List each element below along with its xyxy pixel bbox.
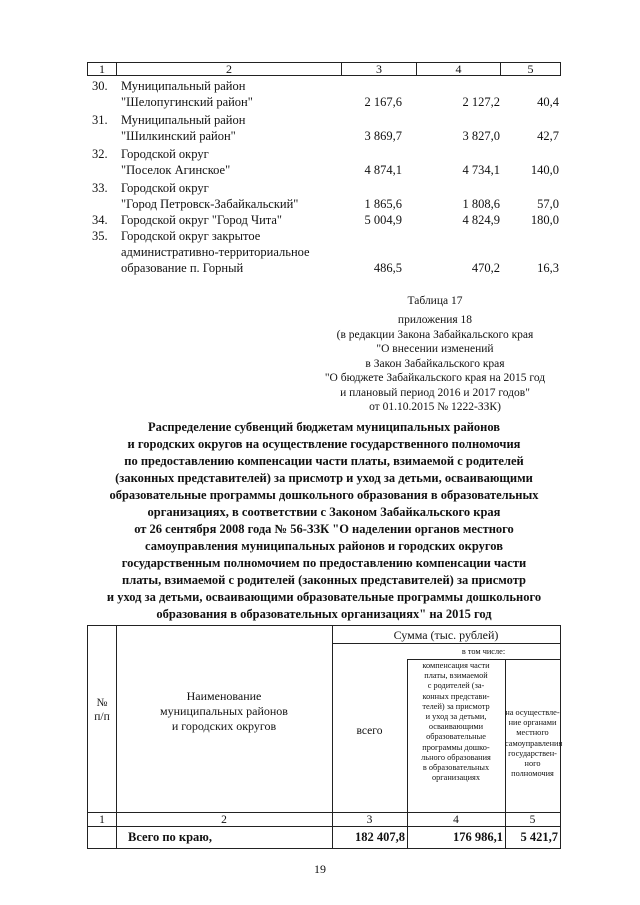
row-total: 2 167,6	[364, 95, 402, 109]
header-text: на осуществле-	[505, 708, 560, 717]
index-cell-2: 2	[221, 814, 227, 826]
top-header-cell-1: 1	[99, 62, 105, 76]
page-number: 19	[314, 862, 326, 876]
title-line: самоуправления муниципальных районов и городских округов	[145, 539, 503, 553]
row-admin: 140,0	[530, 163, 559, 177]
caption-line: "О бюджете Забайкальского края на 2015 год	[324, 372, 546, 384]
index-cell-1: 1	[99, 814, 105, 826]
row-compensation: 470,2	[471, 261, 500, 275]
row-compensation: 2 127,2	[462, 95, 500, 109]
header-text: в образовательных	[422, 763, 490, 773]
row-number: 30.	[92, 79, 108, 93]
row-name-line: Городской округ "Город Чита"	[121, 213, 283, 227]
row-name-line: "Шилкинский район"	[121, 129, 236, 143]
row-total: 486,5	[373, 261, 402, 275]
header-text: организациях	[431, 773, 481, 783]
header-col-compensation	[407, 661, 505, 783]
title-line: и уход за детьми, осваивающими образовательные программы дошкольного	[106, 590, 542, 604]
title-line: платы, взимаемой с родителей (законных представителей) за присмотр	[122, 573, 526, 587]
header-text: программы дошко-	[422, 742, 490, 752]
row-total: 3 869,7	[364, 129, 402, 143]
row-number: 33.	[92, 181, 108, 195]
row-admin: 180,0	[530, 213, 559, 227]
header-col-number	[88, 696, 116, 724]
header-text: льного образования	[421, 752, 491, 762]
row-total: 4 874,1	[364, 163, 402, 177]
header-text: с родителей (за-	[427, 681, 485, 691]
title-line: организациях, в соответствии с Законом Забайкальского края	[147, 505, 501, 519]
header-text: и уход за детьми,	[425, 712, 487, 722]
row-compensation: 4 734,1	[462, 163, 500, 177]
row-admin: 16,3	[537, 261, 559, 275]
total-row-compensation: 176 986,1	[453, 830, 503, 844]
title-line: образовательные программы дошкольного образования в образовательных	[109, 488, 539, 502]
row-name-line: "Поселок Агинское"	[121, 163, 231, 177]
header-text: п/п	[94, 711, 110, 723]
top-header-cell-4: 4	[416, 63, 500, 75]
row-name-line: административно-территориальное	[121, 245, 310, 259]
caption-line: (в редакции Закона Забайкальского края	[336, 328, 534, 341]
row-name-line: Городской округ	[121, 147, 209, 161]
row-total: 5 004,9	[364, 213, 402, 227]
caption-line: от 01.10.2015 № 1222-ЗЗК)	[369, 401, 501, 413]
top-header-cell-2: 2	[116, 63, 341, 75]
header-text: государствен-	[508, 748, 557, 758]
row-admin: 57,0	[537, 197, 559, 211]
title-line: и городских округов на осуществление государственного полномочия	[127, 437, 521, 451]
title-line: образования в образовательных организациях" на 2015 год	[156, 607, 492, 621]
header-text: компенсация части	[422, 661, 490, 670]
caption-line: в Закон Забайкальского края	[365, 357, 505, 370]
header-text: конных представи-	[422, 691, 490, 701]
caption-line: и плановый период 2016 и 2017 годов"	[340, 386, 530, 399]
row-compensation: 1 808,6	[462, 197, 500, 211]
table-caption-label: Таблица 17	[407, 295, 463, 307]
top-table-header-row	[87, 62, 561, 76]
caption-line: приложения 18	[397, 314, 473, 326]
row-name-line: Муниципальный район	[121, 79, 246, 93]
header-text: телей) за присмотр	[422, 701, 490, 711]
row-number: 34.	[92, 213, 108, 227]
row-name-line: "Шелопугинский район"	[121, 95, 253, 109]
row-number: 35.	[92, 229, 108, 243]
title-line: от 26 сентября 2008 года № 56-ЗЗК "О наделении органов местного	[134, 522, 514, 536]
header-text: муниципальных районов	[160, 704, 288, 718]
header-text: №	[96, 697, 108, 709]
row-admin: 42,7	[537, 129, 559, 143]
header-col-admin	[505, 708, 563, 779]
grid-line	[332, 643, 560, 644]
title-line: государственным полномочием по предоставлению компенсации части	[121, 556, 527, 570]
top-header-cell-5: 5	[500, 63, 560, 75]
row-name-line: "Город Петровск-Забайкальский"	[121, 197, 299, 211]
row-compensation: 3 827,0	[462, 129, 500, 143]
row-number: 32.	[92, 147, 108, 161]
row-name-line: Городской округ	[121, 181, 209, 195]
row-compensation: 4 824,9	[462, 213, 500, 227]
row-name-line: образование п. Горный	[121, 261, 244, 275]
row-total: 1 865,6	[364, 197, 402, 211]
header-text: и городских округов	[171, 719, 277, 733]
header-sum: Сумма (тыс. рублей)	[393, 628, 499, 642]
row-admin: 40,4	[537, 95, 559, 109]
title-line: (законных представителей) за присмотр и уход за детьми, осваивающими	[115, 471, 533, 485]
header-text: самоуправления	[505, 738, 563, 748]
header-col-name	[116, 689, 332, 734]
row-name-line: Городской округ закрытое	[121, 229, 261, 243]
header-text: Наименование	[186, 689, 262, 703]
caption-line: "О внесении изменений	[376, 343, 494, 355]
total-row-label: Всего по краю,	[128, 830, 212, 844]
header-text: образовательные	[426, 732, 486, 742]
header-text: осваивающими	[428, 722, 484, 732]
index-cell-5: 5	[529, 814, 536, 826]
row-name-line: Муниципальный район	[121, 113, 246, 127]
title-line: по предоставлению компенсации части платы, взимаемой с родителей	[124, 454, 524, 468]
row-number: 31.	[92, 113, 108, 127]
header-text: ние органами	[508, 718, 557, 728]
header-text: платы, взимаемой	[424, 671, 488, 681]
header-col-total: всего	[356, 725, 383, 737]
header-text: местного	[516, 728, 549, 738]
main-table	[87, 625, 561, 849]
total-row-total: 182 407,8	[355, 830, 405, 844]
header-including: в том числе:	[461, 647, 506, 656]
title-line: Распределение субвенций бюджетам муниципальных районов	[147, 420, 501, 434]
header-text: ного полномочия	[511, 759, 554, 779]
index-cell-4: 4	[453, 814, 459, 826]
total-row-admin: 5 421,7	[520, 830, 558, 844]
top-header-cell-3: 3	[341, 63, 416, 75]
grid-line	[407, 659, 560, 660]
index-cell-3: 3	[366, 814, 373, 826]
